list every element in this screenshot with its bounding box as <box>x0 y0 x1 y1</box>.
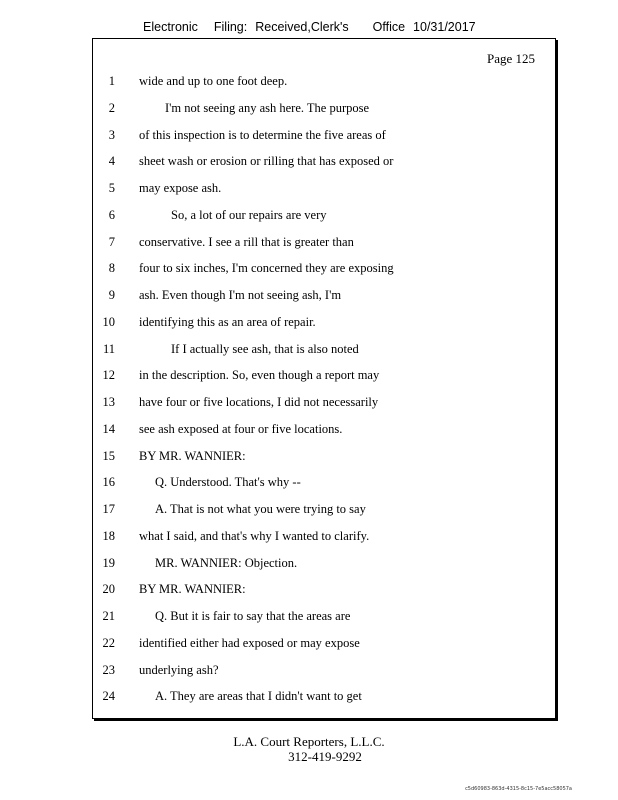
line-number: 15 <box>102 448 115 463</box>
transcript-line <box>93 341 555 368</box>
line-text: of this inspection is to determine the five areas of <box>139 127 386 142</box>
line-number: 4 <box>108 154 115 169</box>
line-text: see ash exposed at four or five locations. <box>139 421 343 436</box>
transcript-line <box>93 287 555 314</box>
document-id: c5d60983-863d-4315-8c15-7e5acc58057a <box>465 786 572 792</box>
line-number: 18 <box>102 528 115 543</box>
line-text: BY MR. WANNIER: <box>139 582 246 597</box>
transcript-line <box>93 180 555 207</box>
line-number: 10 <box>102 314 115 329</box>
line-number: 1 <box>108 74 115 88</box>
line-text: A. That is not what you were trying to say <box>155 502 366 516</box>
transcript-line <box>93 474 555 501</box>
filing-header-part: Electronic <box>143 20 198 34</box>
transcript-line <box>93 635 555 662</box>
transcript-line <box>93 394 555 421</box>
line-text: I'm not seeing any ash here. The purpose <box>165 100 370 115</box>
filing-header-part: Received,Clerk's <box>255 20 349 34</box>
line-text: may expose ash. <box>139 181 222 195</box>
line-text: A. They are areas that I didn't want to get <box>155 689 362 704</box>
line-text: So, a lot of our repairs are very <box>171 207 327 222</box>
line-text: four to six inches, I'm concerned they are exposing <box>139 261 394 276</box>
line-number: 22 <box>102 635 115 650</box>
transcript-line <box>93 421 555 448</box>
line-number: 13 <box>102 395 115 409</box>
filing-header <box>143 20 476 34</box>
line-text: MR. WANNIER: Objection. <box>155 555 298 570</box>
line-text: wide and up to one foot deep. <box>139 74 288 88</box>
transcript-line <box>93 153 555 180</box>
line-number: 20 <box>102 582 115 597</box>
page-number: Page 125 <box>486 51 535 66</box>
line-text: have four or five locations, I did not necessarily <box>139 395 379 409</box>
line-number: 7 <box>108 234 115 249</box>
transcript-line <box>93 100 555 127</box>
line-number: 21 <box>102 609 115 623</box>
transcript-line <box>93 314 555 341</box>
line-number: 14 <box>102 421 115 436</box>
transcript-line <box>93 127 555 154</box>
line-text: in the description. So, even though a report may <box>139 368 380 383</box>
court-reporter-name: L.A. Court Reporters, L.L.C. <box>233 734 385 749</box>
line-number: 17 <box>102 502 115 516</box>
filing-header-part: Office <box>372 20 406 34</box>
line-number: 23 <box>102 662 115 677</box>
line-number: 12 <box>102 368 115 383</box>
line-text: ash. Even though I'm not seeing ash, I'm <box>139 288 342 302</box>
line-number: 11 <box>102 341 115 356</box>
line-text: BY MR. WANNIER: <box>139 448 246 463</box>
line-number: 8 <box>108 261 115 276</box>
line-text: underlying ash? <box>139 662 219 677</box>
transcript-line <box>93 73 555 100</box>
page-footer <box>0 734 618 764</box>
transcript-page <box>92 38 556 719</box>
line-text: conservative. I see a rill that is greater than <box>139 234 354 249</box>
line-number: 2 <box>108 100 115 115</box>
transcript-line <box>93 501 555 528</box>
line-number: 19 <box>102 555 115 570</box>
transcript-line <box>93 207 555 234</box>
line-number: 9 <box>108 288 115 302</box>
transcript-line <box>93 448 555 475</box>
line-text: Q. But it is fair to say that the areas are <box>155 609 351 623</box>
transcript-line <box>93 608 555 635</box>
line-text: identifying this as an area of repair. <box>139 314 316 329</box>
transcript-line <box>93 555 555 582</box>
line-number: 5 <box>108 181 115 195</box>
line-text: Q. Understood. That's why -- <box>155 475 301 490</box>
line-text: If I actually see ash, that is also noted <box>171 341 359 356</box>
line-number: 3 <box>108 127 115 142</box>
transcript-line <box>93 367 555 394</box>
filing-header-part: Filing: <box>213 20 248 34</box>
transcript-line <box>93 260 555 287</box>
transcript-line <box>93 528 555 555</box>
line-text: what I said, and that's why I wanted to clarify. <box>139 528 370 543</box>
line-number: 6 <box>108 207 115 222</box>
line-text: identified either had exposed or may expose <box>139 635 360 650</box>
filing-header-date: 10/31/2017 <box>413 20 476 34</box>
transcript-line <box>93 581 555 608</box>
transcript-lines <box>93 73 555 715</box>
transcript-line <box>93 662 555 689</box>
line-text: sheet wash or erosion or rilling that has exposed or <box>139 154 394 169</box>
court-reporter-phone: 312-419-9292 <box>288 749 362 764</box>
line-number: 16 <box>102 475 115 490</box>
transcript-line <box>93 688 555 715</box>
line-number: 24 <box>102 689 115 704</box>
transcript-line <box>93 234 555 261</box>
